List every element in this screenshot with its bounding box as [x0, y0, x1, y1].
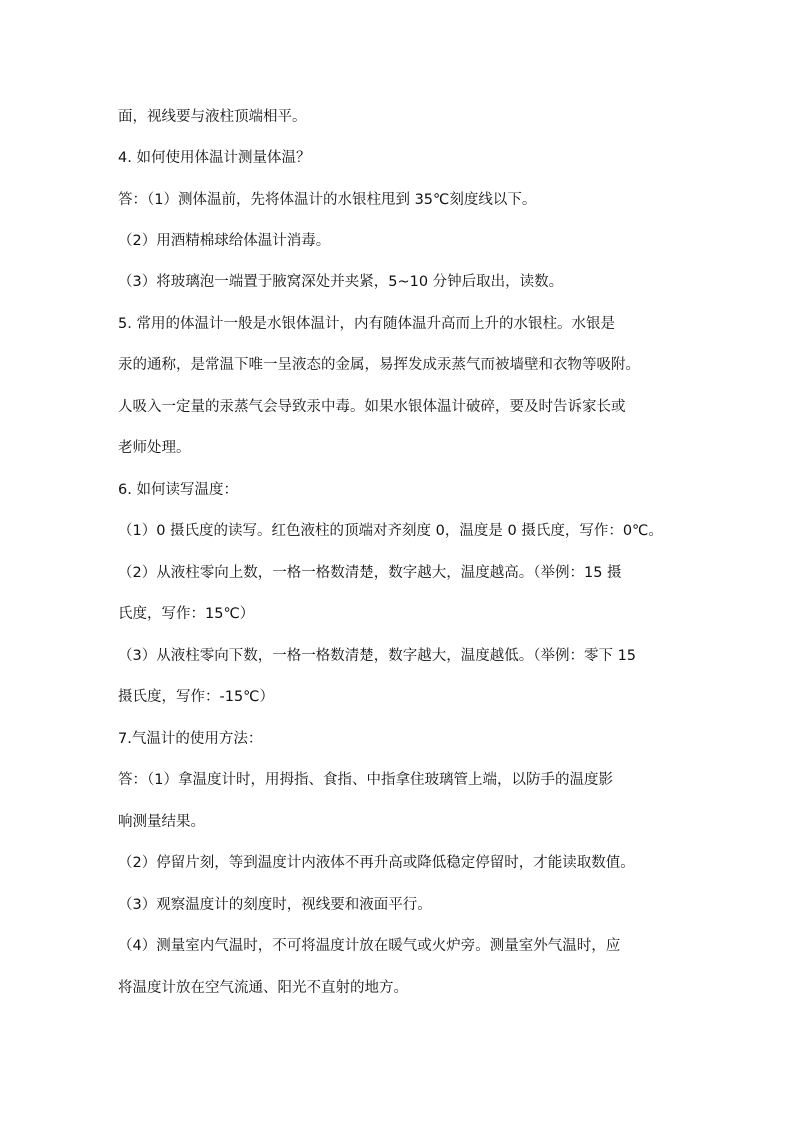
- text-line: 摄氏度，写作：-15℃）: [118, 689, 274, 705]
- text-line: 面，视线要与液柱顶端相平。: [118, 109, 307, 125]
- text-line: （2）从液柱零向上数，一格一格数清楚，数字越大，温度越高。（举例：15 摄: [118, 565, 622, 581]
- question-heading: 7.气温计的使用方法：: [118, 731, 263, 747]
- paragraph-line: 汞的通称，是常温下唯一呈液态的金属，易挥发成汞蒸气而被墙壁和衣物等吸附。: [118, 357, 640, 373]
- text-line: （3）从液柱零向下数，一格一格数清楚，数字越大，温度越低。（举例：零下 15: [118, 648, 637, 664]
- text-line: 答：（1）拿温度计时，用拇指、食指、中指拿住玻璃管上端，以防手的温度影: [118, 772, 613, 788]
- text-line: 氏度，写作：15℃）: [118, 606, 255, 622]
- paragraph-line: 老师处理。: [118, 440, 191, 456]
- text-line: （1）0 摄氏度的读写。红色液柱的顶端对齐刻度 0，温度是 0 摄氏度，写作：0℃。: [118, 523, 663, 539]
- paragraph-line: 5. 常用的体温计一般是水银体温计，内有随体温升高而上升的水银柱。水银是: [118, 316, 615, 332]
- text-line: （3）观察温度计的刻度时，视线要和液面平行。: [118, 897, 432, 913]
- question-heading: 6. 如何读写温度：: [118, 482, 238, 498]
- text-line: 响测量结果。: [118, 814, 205, 830]
- text-line: （2）停留片刻，等到温度计内液体不再升高或降低稳定停留时，才能读取数值。: [118, 855, 635, 871]
- text-line: 将温度计放在空气流通、阳光不直射的地方。: [118, 980, 408, 996]
- text-line: （2）用酒精棉球给体温计消毒。: [118, 233, 331, 249]
- question-heading: 4. 如何使用体温计测量体温？: [118, 150, 311, 166]
- text-line: （3）将玻璃泡一端置于腋窝深处并夹紧，5~10 分钟后取出，读数。: [118, 274, 564, 290]
- text-line: （4）测量室内气温时，不可将温度计放在暖气或火炉旁。测量室外气温时，应: [118, 938, 621, 954]
- paragraph-line: 人吸入一定量的汞蒸气会导致汞中毒。如果水银体温计破碎，要及时告诉家长或: [118, 399, 626, 415]
- text-line: 答：（1）测体温前，先将体温计的水银柱甩到 35℃刻度线以下。: [118, 192, 537, 208]
